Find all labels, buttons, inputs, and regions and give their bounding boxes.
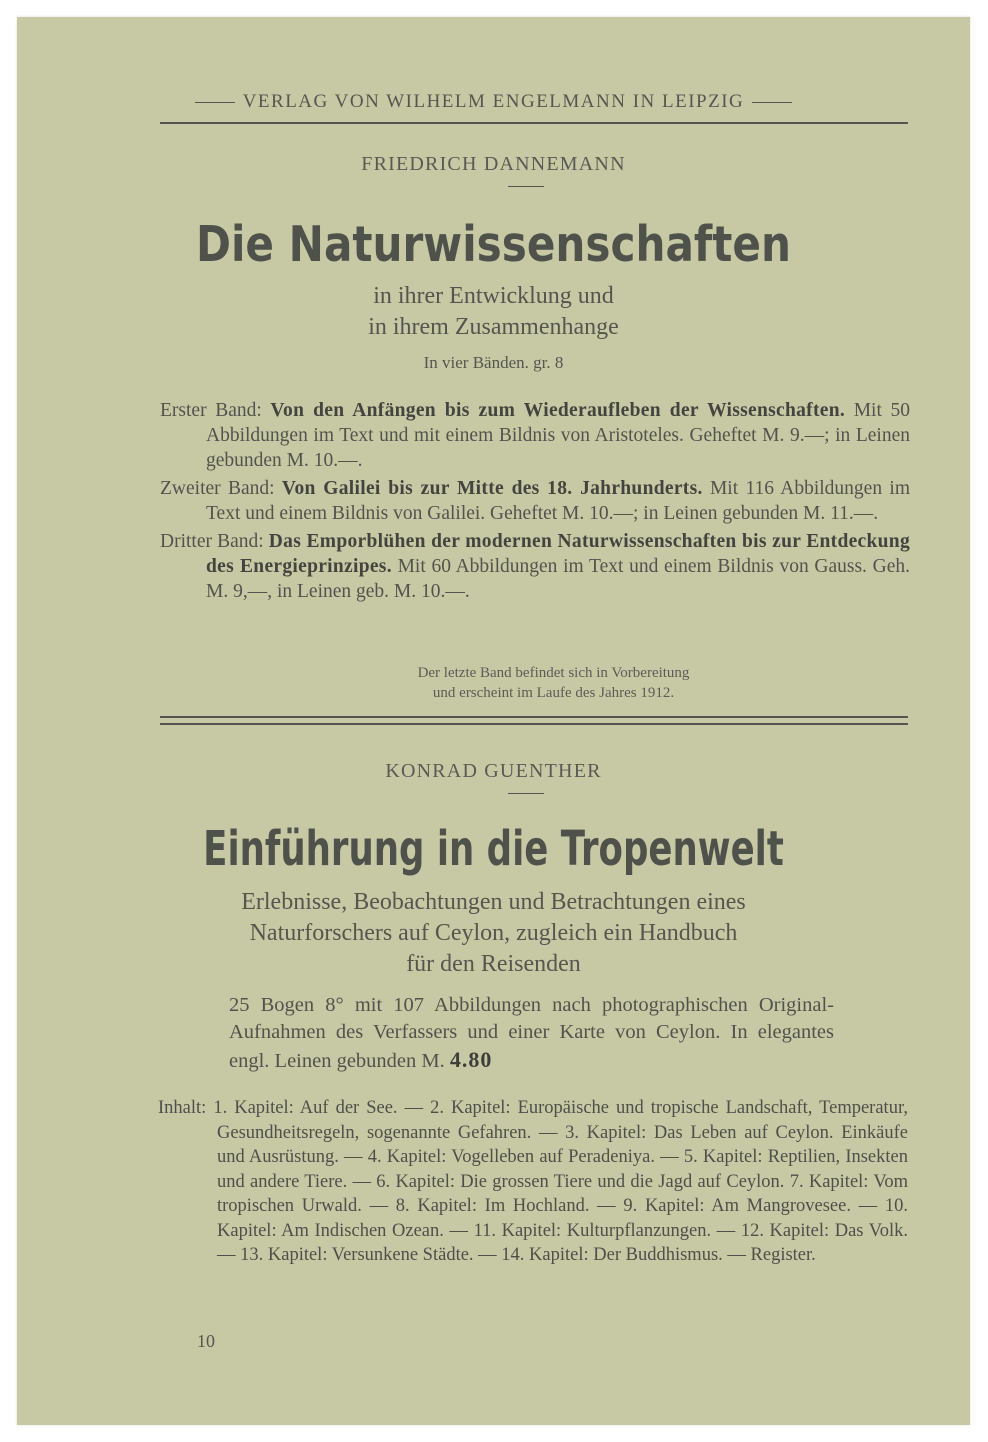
publisher-header [17, 91, 970, 113]
contents-label: Inhalt: [158, 1098, 207, 1118]
book2-subtitle [17, 887, 970, 980]
book2-description: 25 Bogen 8° mit 107 Abbildungen nach photographischen Original-Aufnahmen des Verfassers und einer Karte von Ceylon. In elegantes engl. Leinen gebunden M. [229, 994, 834, 1072]
volume-list [160, 398, 910, 604]
volume-2-label: Zweiter Band: [160, 478, 275, 499]
book2-title: Einführung in die Tropenwelt [203, 821, 784, 877]
book1-note-1: Der letzte Band befindet sich in Vorbereitung [417, 665, 690, 681]
volume-2-details: Mit 116 Abbildungen im Text und einem Bildnis von Galilei. Geheftet M. 10.—; in Leinen gebunden M. 11.—. [206, 478, 910, 524]
volume-3-details: Mit 60 Abbildungen im Text und einem Bildnis von Gauss. Geh. M. 9,—, in Leinen geb. M. 10.—. [206, 556, 910, 602]
book2-contents [158, 1096, 908, 1268]
volume-1-details: Mit 50 Abbildungen im Text und mit einem Bildnis von Aristoteles. Geheftet M. 9.—; in Leinen gebunden M. 10.—. [206, 400, 911, 471]
volume-1 [160, 398, 910, 473]
book1-subtitle-2: in ihrem Zusammenhange [368, 314, 619, 340]
book1-author-rule [508, 186, 544, 187]
volume-2-title: Von Galilei bis zur Mitte des 18. Jahrhunderts. [281, 478, 703, 499]
header-dash-right [752, 102, 792, 103]
publisher-name: VERLAG VON WILHELM ENGELMANN IN LEIPZIG [242, 91, 745, 112]
book2-author-rule [508, 793, 544, 794]
volume-3-title: Das Emporblühen der modernen Naturwissenschaften bis zur Entdeckung des Energieprinzipes. [206, 531, 910, 577]
header-rule [160, 122, 908, 124]
book2-subtitle-1: Erlebnisse, Beobachtungen und Betrachtungen eines [241, 889, 746, 915]
book1-subtitle-1: in ihrer Entwicklung und [373, 283, 614, 309]
section-divider-bottom [160, 723, 908, 725]
volume-1-title: Von den Anfängen bis zum Wiederaufleben der Wissenschaften. [270, 400, 846, 421]
volume-2 [160, 476, 910, 526]
section-divider-top [160, 716, 908, 718]
book2-description-block [229, 992, 834, 1075]
book2-price: 4.80 [449, 1047, 493, 1072]
volume-3 [160, 529, 910, 604]
contents-text: 1. Kapitel: Auf der See. — 2. Kapitel: Europäische und tropische Landschaft, Temperatur, Gesundheitsregeln, sogenannte Gefahren. — 3. Kapitel: Das Leben auf Ceylon. Einkäufe und Ausrüstung. — 4. Kapitel: Vogelleben auf Peradeniya. — 5. Kapitel: Reptilien, Insekten und andere Tiere. — 6. Kapitel: Die grossen Tiere und die Jagd auf Ceylon. 7. Kapitel: Vom tropischen Urwald. — 8. Kapitel: Im Hochland. — 9. Kapitel: Am Mangrovesee. — 10. Kapitel: Am Indischen Ozean. — 11. Kapitel: Kulturpflanzungen. — 12. Kapitel: Das Volk. — 13. Kapitel: Versunkene Städte. — 14. Kapitel: Der Buddhismus. — Register. [213, 1098, 908, 1265]
volume-3-label: Dritter Band: [160, 531, 264, 552]
advertisement-page [17, 17, 970, 1425]
book2-subtitle-3: für den Reisenden [406, 951, 581, 977]
book2-contents-paragraph [158, 1096, 908, 1268]
book1-title: Die Naturwissenschaften [196, 216, 791, 273]
page-number: 10 [197, 1331, 215, 1351]
volume-1-label: Erster Band: [160, 400, 262, 421]
header-dash-left [195, 102, 235, 103]
book1-format: In vier Bänden. gr. 8 [423, 353, 564, 372]
book2-author: KONRAD GUENTHER [385, 760, 602, 782]
book2-subtitle-2: Naturforschers auf Ceylon, zugleich ein Handbuch [249, 920, 738, 946]
book1-author: FRIEDRICH DANNEMANN [361, 153, 626, 175]
book1-note [17, 663, 970, 703]
book1-note-2: und erscheint im Laufe des Jahres 1912. [432, 685, 675, 701]
